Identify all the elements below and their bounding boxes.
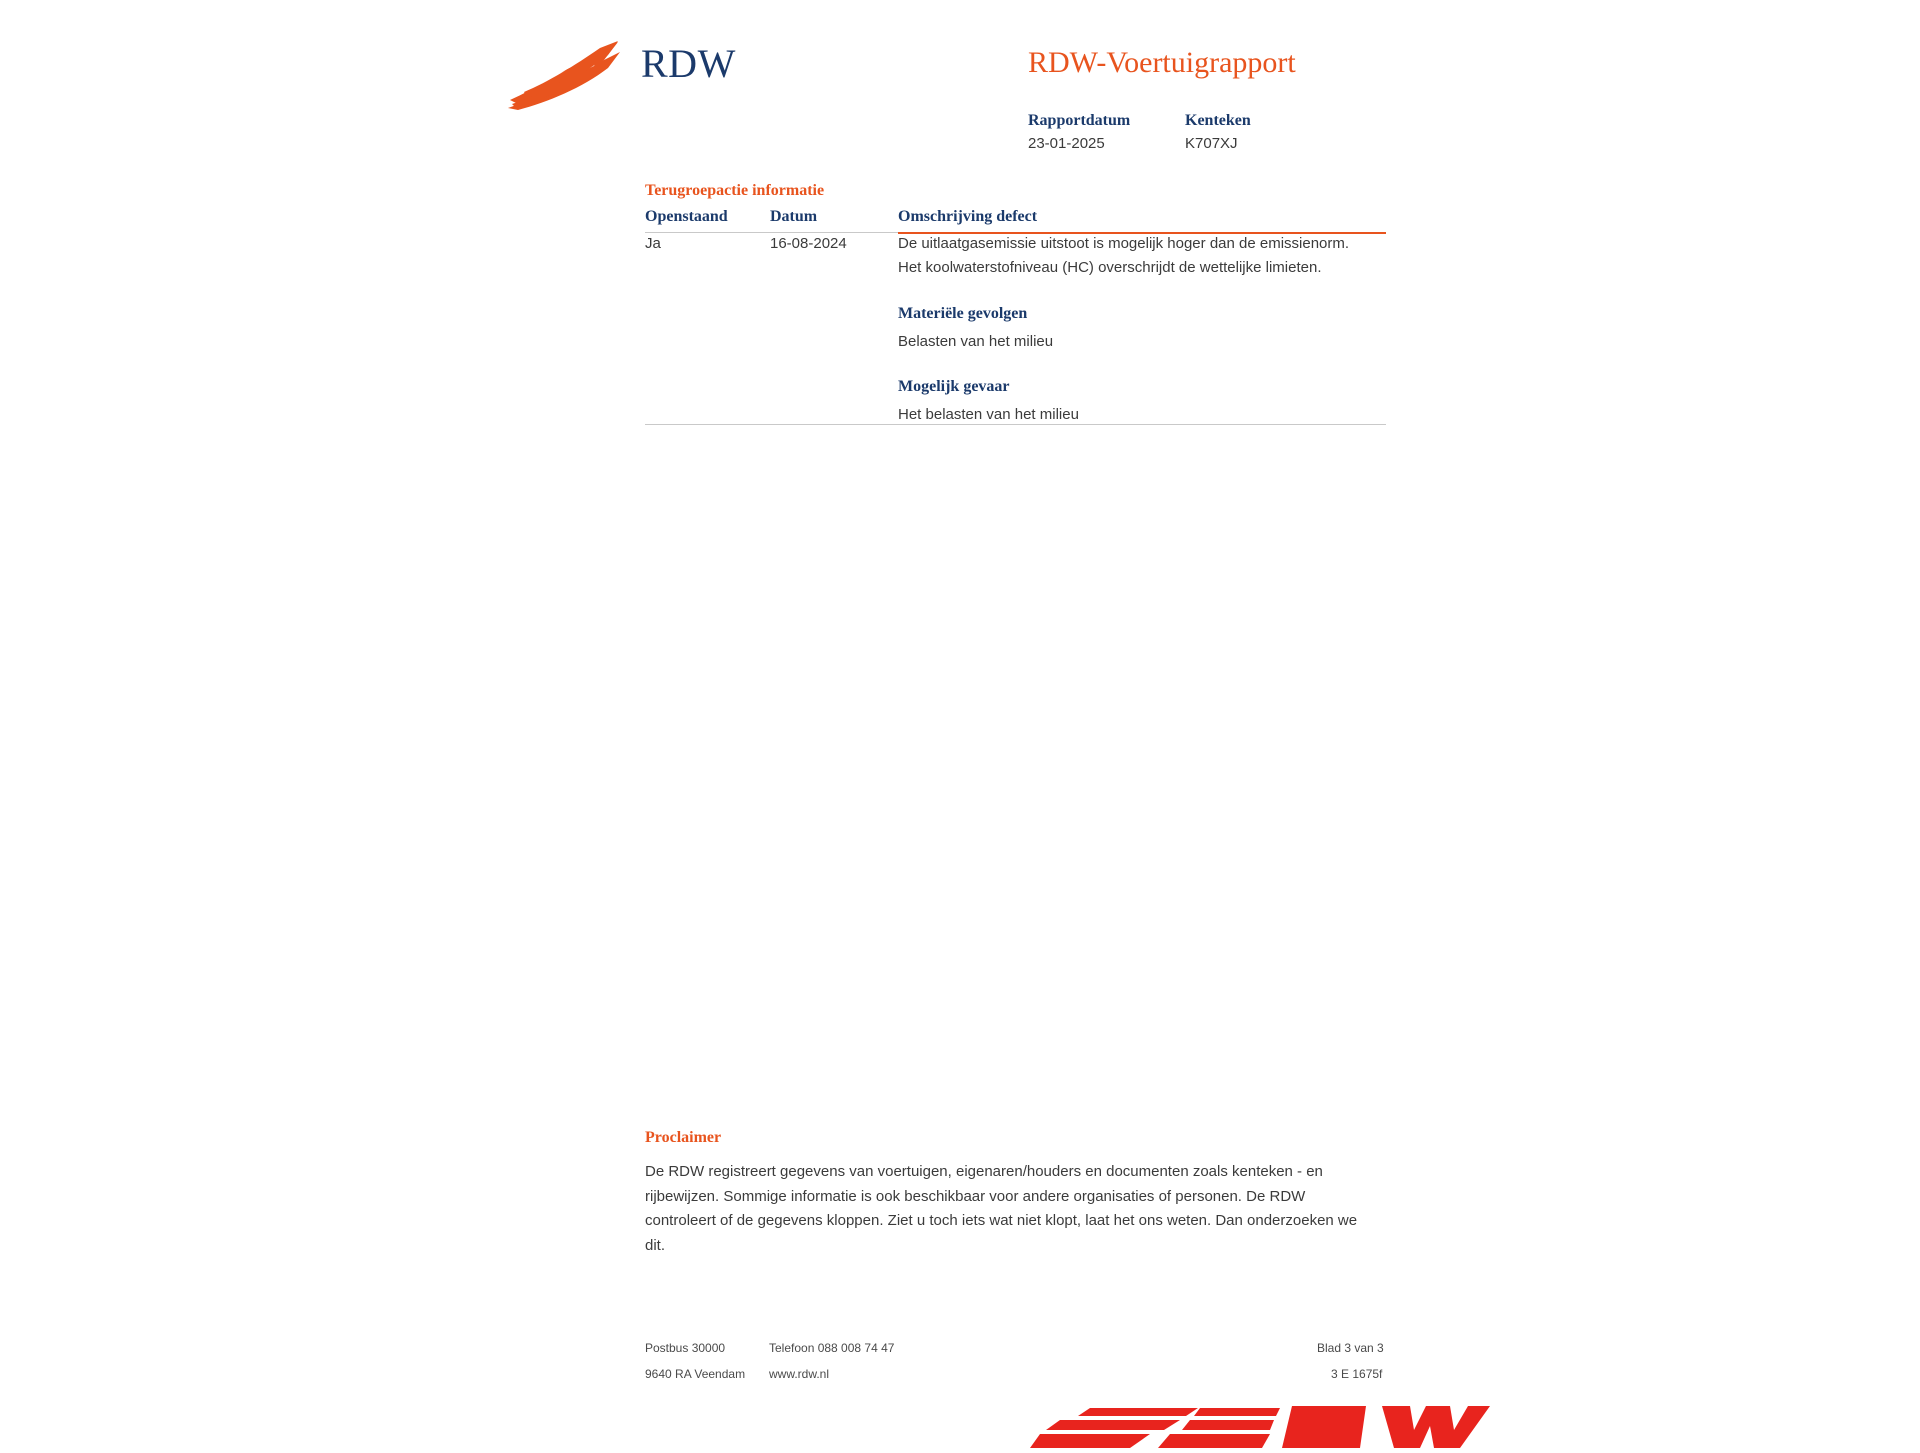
footer-plaats: 9640 RA Veendam [645, 1367, 746, 1381]
rapportdatum-value: 23-01-2025 [1028, 135, 1105, 152]
rdw-footer-graphic-icon [1030, 1400, 1490, 1448]
kenteken-value: K707XJ [1185, 135, 1238, 152]
proclaimer-body: De RDW registreert gegevens van voertuigen, eigenaren/houders en documenten zoals kenteken - en rijbewijzen. Sommige informatie is ook beschikbaar voor andere organisaties of personen. De RDW controleert of de gegevens kloppen. Ziet u toch iets wat niet klopt, laat het ons weten. Dan onderzoeken we dit. [645, 1163, 1358, 1254]
footer-telefoon: Telefoon 088 008 74 47 [769, 1341, 895, 1355]
rdw-logo-icon [508, 38, 626, 110]
table-cell-defect [898, 232, 1398, 280]
materiele-gevolgen-text: Belasten van het milieu [898, 333, 1054, 350]
defect-line-2: Het koolwaterstofniveau (HC) overschrijdt de wettelijke limieten. [898, 259, 1322, 276]
table-rule-bottom [645, 424, 1386, 425]
defect-line-1: De uitlaatgasemissie uitstoot is mogelijk hoger dan de emissienorm. [898, 235, 1350, 252]
kenteken-label: Kenteken [1185, 112, 1251, 129]
footer-form-code: 3 E 1675f [1331, 1367, 1383, 1381]
footer-page-number: Blad 3 van 3 [1317, 1341, 1384, 1355]
mogelijk-gevaar-text: Het belasten van het milieu [898, 406, 1079, 423]
materiele-gevolgen-label: Materiële gevolgen [898, 305, 1028, 322]
rapportdatum-label: Rapportdatum [1028, 112, 1131, 129]
mogelijk-gevaar-label: Mogelijk gevaar [898, 378, 1010, 395]
column-header-omschrijving-defect: Omschrijving defect [898, 208, 1038, 225]
recall-section-heading: Terugroepactie informatie [645, 182, 825, 199]
rdw-wordmark: RDW [641, 41, 736, 86]
table-cell-openstaand: Ja [645, 235, 661, 252]
footer-postbus: Postbus 30000 [645, 1341, 726, 1355]
footer-website[interactable]: www.rdw.nl [769, 1367, 830, 1381]
column-header-datum: Datum [770, 208, 818, 225]
table-cell-datum: 16-08-2024 [770, 235, 847, 252]
proclaimer-heading: Proclaimer [645, 1129, 722, 1146]
report-title: RDW-Voertuigrapport [1028, 46, 1296, 79]
column-header-openstaand: Openstaand [645, 208, 728, 225]
